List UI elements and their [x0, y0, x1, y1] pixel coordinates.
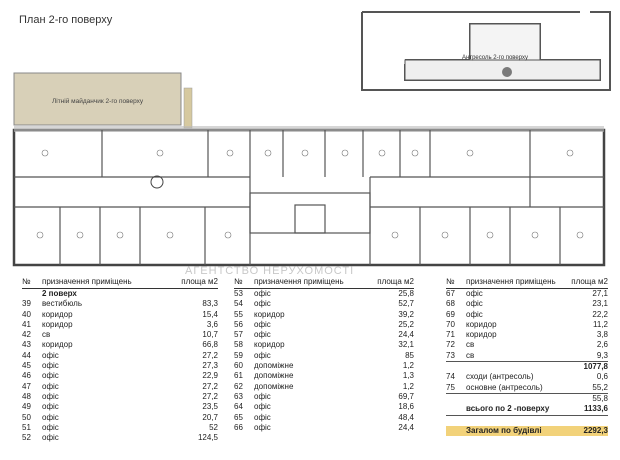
table-row: 72 св 2,6: [446, 340, 608, 350]
building-total-row: Загалом по будівлі 2292,3: [446, 426, 608, 436]
table-row: 75 основне (антресоль) 55,2: [446, 382, 608, 392]
table-row: 61 допоміжне 1,3: [234, 371, 414, 381]
table-row: 66 офіс 24,4: [234, 422, 414, 432]
table-row: 67 офіс 27,1: [446, 289, 608, 298]
table-row: 74 сходи (антресоль) 0,6: [446, 372, 608, 382]
table-row: 59 офіс 85: [234, 350, 414, 360]
subtotal-row: 55,8: [592, 393, 608, 403]
table-row: 39 вестибюль 83,3: [22, 299, 218, 309]
watermark: АГЕНТСТВО НЕРУХОМОСТІ: [185, 265, 355, 275]
table-row: 53 офіс 25,8: [234, 289, 414, 298]
table-row: 71 коридор 3,8: [446, 330, 608, 340]
table-row: 69 офіс 22,2: [446, 309, 608, 319]
table-row: 62 допоміжне 1,2: [234, 381, 414, 391]
mezzanine-stair-marker: [502, 67, 512, 77]
table-row: 58 коридор 32,1: [234, 340, 414, 350]
table-row: 73 св 9,3: [446, 350, 608, 360]
table-row: 52 офіс 124,5: [22, 433, 218, 443]
table-row: 64 офіс 18,6: [234, 402, 414, 412]
table-row: 49 офіс 23,5: [22, 402, 218, 412]
table-row: 70 коридор 11,2: [446, 319, 608, 329]
table-row: 68 офіс 23,1: [446, 299, 608, 309]
table-row: 45 офіс 27,3: [22, 361, 218, 371]
staircase-icon: [151, 176, 163, 188]
rooms-table-2: № призначення приміщень площа м2 53 офіс 25,8 54 офіс 52,7 55 коридор 39,2 56 офіс 25,2 57 офіс 24,4 58 коридор 32,1 59 офіс 85 60 допоміжне 1,2 61 допоміжне 1,3 62 допоміжне 1,2 63 офіс 69,7 64 офіс 18,6 65 офіс 48,4 66 офіс 24,4: [234, 277, 414, 432]
table-row: 51 офіс 52: [22, 422, 218, 432]
table-row: 54 офіс 52,7: [234, 299, 414, 309]
subtotal-row: 1077,8: [583, 362, 608, 372]
table-row: 44 офіс 27,2: [22, 350, 218, 360]
table-row: 42 св 10,7: [22, 330, 218, 340]
table-row: 41 коридор 3,6: [22, 319, 218, 329]
table-row: 60 допоміжне 1,2: [234, 361, 414, 371]
page-title: План 2-го поверху: [19, 14, 113, 26]
floor-total-row: всього по 2 -поверху 1133,6: [446, 404, 608, 415]
rooms-table-1: № призначення приміщень площа м2 2 поверх 39 вестибюль 83,3 40 коридор 15,4 41 коридор 3,6 42 св 10,7 43 коридор 66,8 44 офіс 27,2 45 офіс 27,3 46 офіс 22,9 47 офіс 27,2 48 офіс 27,2 49 офіс 23,5 50 офіс 20,7 51 офіс 52 52 офіс 124,5: [22, 277, 218, 443]
table-row: 40 коридор 15,4: [22, 309, 218, 319]
table-row: 63 офіс 69,7: [234, 391, 414, 401]
table-row: 43 коридор 66,8: [22, 340, 218, 350]
table-row: 46 офіс 22,9: [22, 371, 218, 381]
table-row: 48 офіс 27,2: [22, 391, 218, 401]
rooms-table-3: № призначення приміщень площа м2 67 офіс 27,1 68 офіс 23,1 69 офіс 22,2 70 коридор 11,2 71 коридор 3,8 72 св 2,6 73 св 9,3 1077,8 74 сходи (антресоль) 0,6 75 основне (антресоль) 55,2 55,8 всього по 2 -поверху 1133,6 Загалом по будівлі 2292,3: [446, 277, 608, 435]
table-row: 56 офіс 25,2: [234, 319, 414, 329]
table-row: 65 офіс 48,4: [234, 412, 414, 422]
table-row: 55 коридор 39,2: [234, 309, 414, 319]
table-row: 57 офіс 24,4: [234, 330, 414, 340]
mezzanine-label: Антресоль 2-го поверху: [462, 55, 529, 61]
table-row: 47 офіс 27,2: [22, 381, 218, 391]
table-row: 50 офіс 20,7: [22, 412, 218, 422]
summer-terrace-label: Літній майданчик 2-го поверху: [52, 98, 144, 105]
